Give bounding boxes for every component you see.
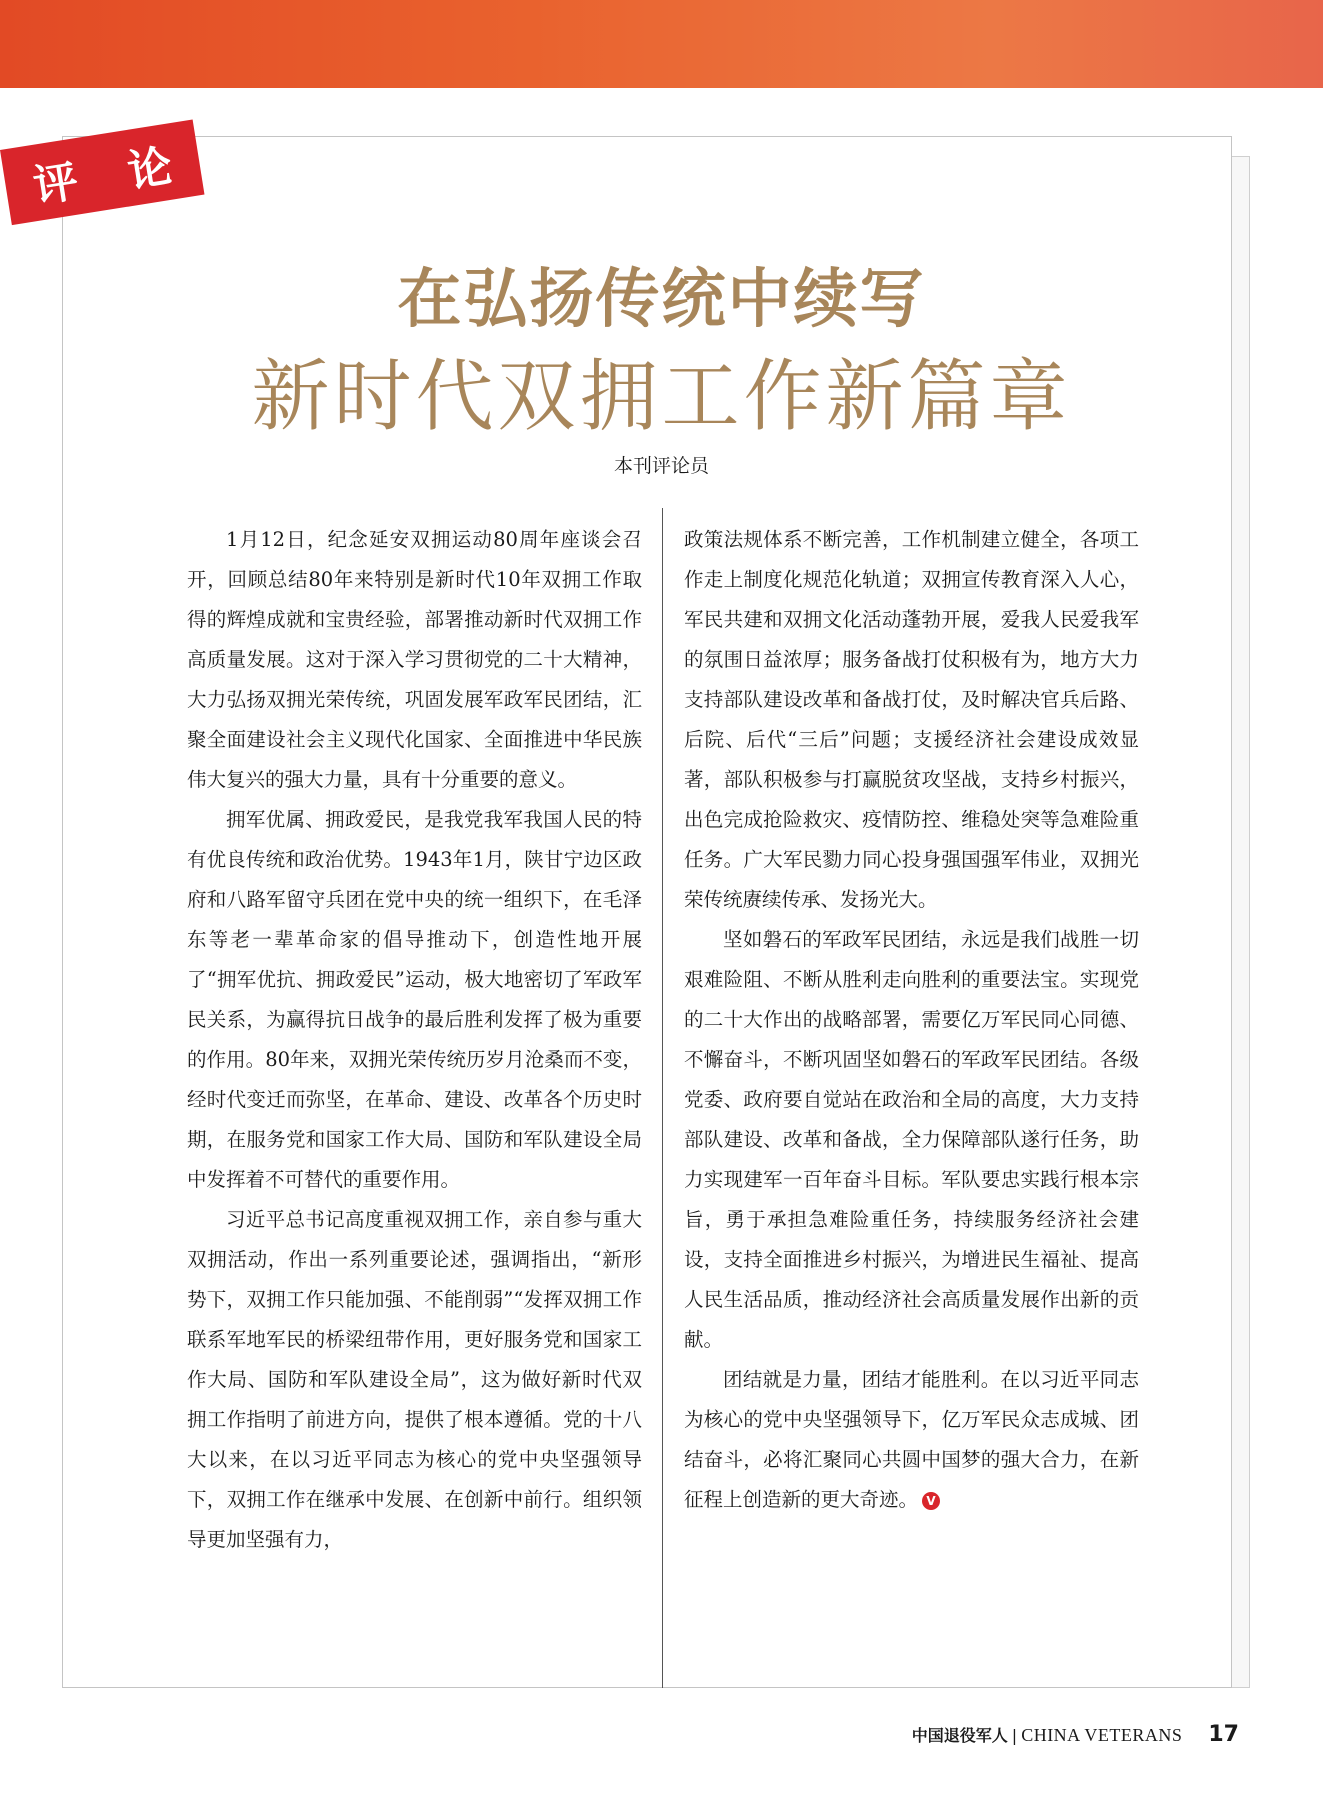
paragraph: 政策法规体系不断完善，工作机制建立健全，各项工作走上制度化规范化轨道；双拥宣传教育深入人心，军民共建和双拥文化活动蓬勃开展，爱我人民爱我军的氛围日益浓厚；服务备战打仗积极有为，地方大力支持部队建设改革和备战打仗，及时解决官兵后路、后院、后代“三后”问题；支援经济社会建设成效显著，部队积极参与打赢脱贫攻坚战，支持乡村振兴，出色完成抢险救灾、疫情防控、维稳处突等急难险重任务。广大军民勠力同心投身强国强军伟业，双拥光荣传统赓续传承、发扬光大。 [684, 528, 1139, 911]
paragraph: 习近平总书记高度重视双拥工作，亲自参与重大双拥活动，作出一系列重要论述，强调指出，“新形势下，双拥工作只能加强、不能削弱”“发挥双拥工作联系军地军民的桥梁纽带作用，更好服务党和国家工作大局、国防和军队建设全局”，这为做好新时代双拥工作指明了前进方向，提供了根本遵循。党的十八大以来，在以习近平同志为核心的党中央坚强领导下，双拥工作在继承中发展、在创新中前行。组织领导更加坚强有力， [187, 1208, 642, 1551]
magazine-name-cn: 中国退役军人 [911, 1726, 1008, 1745]
page-footer [912, 1722, 1239, 1747]
byline: 本刊评论员 [613, 455, 709, 477]
magazine-name-en: CHINA VETERANS [1021, 1725, 1183, 1745]
title-line-2: 新时代双拥工作新篇章 [251, 352, 1072, 442]
paragraph: 1月12日，纪念延安双拥运动80周年座谈会召开，回顾总结80年来特别是新时代10年双拥工作取得的辉煌成就和宝贵经验，部署推动新时代双拥工作高质量发展。这对于深入学习贯彻党的二十大精神，大力弘扬双拥光荣传统，巩固发展军政军民团结，汇聚全面建设社会主义现代化国家、全面推进中华民族伟大复兴的强大力量，具有十分重要的意义。 [187, 528, 642, 791]
page-number: 17 [1208, 1722, 1239, 1747]
title-line-1: 在弘扬传统中续写 [397, 263, 926, 337]
paragraph-text: 团结就是力量，团结才能胜利。在以习近平同志为核心的党中央坚强领导下，亿万军民众志成城、团结奋斗，必将汇聚同心共圆中国梦的强大合力，在新征程上创造新的更大奇迹。 [684, 1368, 1139, 1511]
end-mark-icon: V [922, 1492, 940, 1510]
column-divider [662, 508, 663, 1688]
section-tag-label: 评 论 [30, 137, 194, 213]
right-column [684, 520, 1139, 1520]
paragraph: 坚如磐石的军政军民团结，永远是我们战胜一切艰难险阻、不断从胜利走向胜利的重要法宝。实现党的二十大作出的战略部署，需要亿万军民同心同德、不懈奋斗，不断巩固坚如磐石的军政军民团结。各级党委、政府要自觉站在政治和全局的高度，大力支持部队建设、改革和备战，全力保障部队遂行任务，助力实现建军一百年奋斗目标。军队要忠实践行根本宗旨，勇于承担急难险重任务，持续服务经济社会建设，支持全面推进乡村振兴，为增进民生福祉、提高人民生活品质，推动经济社会高质量发展作出新的贡献。 [684, 928, 1139, 1351]
paragraph-final [684, 1360, 1139, 1520]
footer-separator: | [1011, 1726, 1018, 1745]
left-column [187, 520, 642, 1560]
paragraph: 拥军优属、拥政爱民，是我党我军我国人民的特有优良传统和政治优势。1943年1月，陕甘宁边区政府和八路军留守兵团在党中央的统一组织下，在毛泽东等老一辈革命家的倡导推动下，创造性地开展了“拥军优抗、拥政爱民”运动，极大地密切了军政军民关系，为赢得抗日战争的最后胜利发挥了极为重要的作用。80年来，双拥光荣传统历岁月沧桑而不变，经时代变迁而弥坚，在革命、建设、改革各个历史时期，在服务党和国家工作大局、国防和军队建设全局中发挥着不可替代的重要作用。 [187, 808, 642, 1191]
top-banner [0, 0, 1323, 88]
